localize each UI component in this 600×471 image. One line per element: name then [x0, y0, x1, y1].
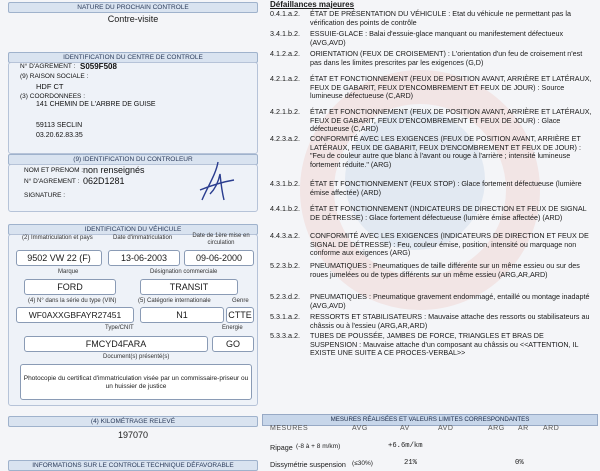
defaillance-text: CONFORMITÉ AVEC LES EXIGENCES (FEUX DE POSITION AVANT, ARRIÈRE ET LATÉRAUX, FEUX DE GABARIT, FEUX D'ENCOMBREMENT ET FEUX DE JOUR) : "Feu de couleur autre que blanc à l'avant ou rouge à l'arrière ; intensité lumineuse fortement réduite." (ARG)	[310, 134, 581, 169]
date-immat-label: Date d'immatriculation	[113, 235, 173, 241]
controleur-header: (9) IDENTIFICATION DU CONTROLEUR	[8, 154, 258, 165]
defaillance-text: CONFORMITÉ AVEC LES EXIGENCES (INDICATEURS DE DIRECTION ET FEUX DE SIGNAL DE DÉTRESSE) : Feu, couleur émise, position, intensité ou marquage non conforme aux exigences (ARG)	[310, 231, 589, 258]
vin-value: WF0AXXGBFAYR27451	[16, 307, 134, 323]
defaillance-code: 4.2.3.a.2.	[270, 134, 300, 143]
mesures-col-av: AV	[400, 425, 410, 432]
defaillance-code: 4.1.2.a.2.	[270, 49, 300, 58]
genre-label: Genre	[232, 298, 249, 304]
defaillance-code: 5.3.3.a.2.	[270, 331, 300, 340]
defaillance-code: 5.2.3.b.2.	[270, 261, 300, 270]
defaillance-code: 4.3.1.b.2.	[270, 179, 300, 188]
defaillance-text: PNEUMATIQUES : Pneumatique gravement endommagé, entaillé ou montage inadapté (AVG,AVD)	[310, 292, 590, 310]
prochain-controle-value: Contre-visite	[107, 14, 159, 24]
mesure-label: Dissymétrie suspension	[270, 460, 346, 469]
controleur-signature-label: SIGNATURE :	[24, 192, 66, 199]
defaillance-code: 0.4.1.a.2.	[270, 9, 300, 18]
mesures-header: MESURES RÉALISÉES ET VALEURS LIMITES CORRESPONDANTES	[262, 414, 598, 426]
centre-header: IDENTIFICATION DU CENTRE DE CONTROLE	[8, 52, 258, 63]
defaillance-code: 5.3.1.a.2.	[270, 312, 300, 321]
mesure-label: Ripage	[270, 443, 293, 452]
centre-coord-label: (3) COORDONNEES :	[20, 93, 86, 100]
defaillance-text: ÉTAT ET FONCTIONNEMENT (INDICATEURS DE DIRECTION ET FEUX DE SIGNAL DE DÉTRESSE) : Glace fortement défectueuse (lumière émise affectée) (ARD)	[310, 204, 587, 222]
mesures-col-ar: AR	[518, 425, 529, 432]
kilometrage-header: (4) KILOMÉTRAGE RELEVÉ	[8, 416, 258, 427]
marque-value: FORD	[24, 279, 116, 295]
mesures-col-avg: AVG	[352, 425, 368, 432]
type-value: FMCYD4FARA	[24, 336, 208, 352]
mesures-col-arg: ARG	[488, 425, 505, 432]
mesures-col-avd: AVD	[438, 425, 454, 432]
centre-address: 141 CHEMIN DE L'ARBRE DE GUISE	[36, 101, 156, 108]
mesures-col-label: MESURES	[270, 425, 309, 432]
kilometrage-value: 197070	[117, 430, 149, 440]
prochain-controle-header: NATURE DU PROCHAIN CONTROLE	[8, 2, 258, 13]
type-label: Type/CNIT	[105, 325, 134, 331]
mesures-col-ard: ARD	[543, 425, 560, 432]
mesure-value: 21%	[404, 459, 417, 467]
defaillance-code: 4.2.1.b.2.	[270, 107, 300, 116]
defaillance-text: TUBES DE POUSSÉE, JAMBES DE FORCE, TRIANGLES ET BRAS DE SUSPENSION : Mauvaise attache d'un composant au châssis ou <<ATTENTION, IL EXISTE UNE SUITE A CE PROCES-VERBAL>>	[310, 331, 579, 358]
marque-label: Marque	[58, 269, 79, 275]
defaillance-text: ÉTAT ET FONCTIONNEMENT (FEUX DE POSITION AVANT, ARRIÈRE ET LATÉRAUX, FEUX DE GABARIT, FEUX D'ENCOMBREMENT ET FEUX DE JOUR) : Glace défectueuse (C,ARD)	[310, 107, 592, 134]
energie-value: GO	[212, 336, 254, 352]
centre-agrement-value: S059F508	[80, 62, 117, 71]
controleur-agrement-label: N° D'AGREMENT :	[24, 178, 80, 185]
date-immat-value: 13-06-2003	[108, 250, 180, 266]
defaillance-code: 5.2.3.d.2.	[270, 292, 300, 301]
centre-city: 59113 SECLIN	[36, 122, 83, 129]
documents-value: Photocopie du certificat d'immatriculation visée par un commissaire-priseur ou un huissier de justice	[20, 364, 252, 400]
centre-raison-label: (9) RAISON SOCIALE :	[20, 73, 89, 80]
premiere-value: 09-06-2000	[184, 250, 254, 266]
controleur-agrement-value: 062D1281	[83, 176, 125, 186]
defaillance-text: PNEUMATIQUES : Pneumatiques de taille différente sur un même essieu ou sur des roues jumelées ou de types différents sur un même essieu (ARG,AR,ARD)	[310, 261, 580, 279]
energie-label: Energie	[222, 325, 243, 331]
defaillance-text: ESSUIE-GLACE : Balai d'essuie-glace manquant ou manifestement défectueux (AVG,AVD)	[310, 29, 564, 47]
mesure-value: +6.6m/km	[388, 442, 423, 450]
controleur-nom-label: NOM ET PRENOM :	[24, 167, 84, 174]
defaillance-text: ÉTAT DE PRÉSENTATION DU VÉHICULE : Etat du véhicule ne permettant pas la vérification des points de contrôle	[310, 9, 571, 27]
defaillance-code: 4.4.3.a.2.	[270, 231, 300, 240]
vin-label: (4) N° dans la série du type (VIN)	[28, 298, 117, 304]
vehicule-header: IDENTIFICATION DU VÉHICULE	[8, 224, 258, 235]
signature-image	[188, 160, 238, 208]
defaillance-code: 4.4.1.b.2.	[270, 204, 300, 213]
defaillance-code: 3.4.1.b.2.	[270, 29, 300, 38]
categorie-value: N1	[140, 307, 224, 323]
categorie-label: (5) Catégorie internationale	[138, 298, 211, 304]
immat-label: (2) Immatriculation et pays	[22, 235, 93, 241]
defaillance-text: ÉTAT ET FONCTIONNEMENT (FEUX DE POSITION AVANT, ARRIÈRE ET LATÉRAUX, FEUX DE GABARIT, FEUX D'ENCOMBREMENT ET FEUX DE JOUR) : Source lumineuse défectueuse (C,ARD)	[310, 74, 592, 101]
centre-raison-value: HDF CT	[36, 82, 64, 91]
documents-label: Document(s) présenté(s)	[103, 354, 170, 360]
mesure-value-ar: 0%	[515, 459, 524, 467]
centre-phone: 03.20.62.83.35	[36, 132, 83, 139]
genre-value: CTTE	[226, 307, 254, 323]
defaillances-title: Défaillances majeures	[270, 0, 355, 9]
mesure-limit: (≤30%)	[352, 460, 373, 467]
defaillance-code: 4.2.1.a.2.	[270, 74, 300, 83]
defaillance-text: ÉTAT ET FONCTIONNEMENT (FEUX STOP) : Glace fortement défectueuse (lumière émise affectée) (ARD)	[310, 179, 582, 197]
bottom-header: INFORMATIONS SUR LE CONTROLE TECHNIQUE DÉFAVORABLE	[8, 460, 258, 471]
mesure-limit: (-8 à + 8 m/km)	[296, 443, 341, 450]
defaillance-text: ORIENTATION (FEUX DE CROISEMENT) : L'orientation d'un feu de croisement n'est pas dans les limites prescrites par les exigences (G,D)	[310, 49, 583, 67]
controleur-nom-value: non renseignés	[83, 165, 145, 175]
centre-agrement-label: N° D'AGREMENT :	[20, 63, 76, 70]
designation-value: TRANSIT	[140, 279, 238, 295]
designation-label: Désignation commerciale	[150, 269, 218, 275]
immat-value: 9502 VW 22 (F)	[16, 250, 102, 266]
premiere-label: Date de 1ère mise en circulation	[192, 233, 250, 246]
defaillance-text: RESSORTS ET STABILISATEURS : Mauvaise attache des ressorts ou stabilisateurs au châssis ou à l'essieu (ARG,AR,ARD)	[310, 312, 590, 330]
